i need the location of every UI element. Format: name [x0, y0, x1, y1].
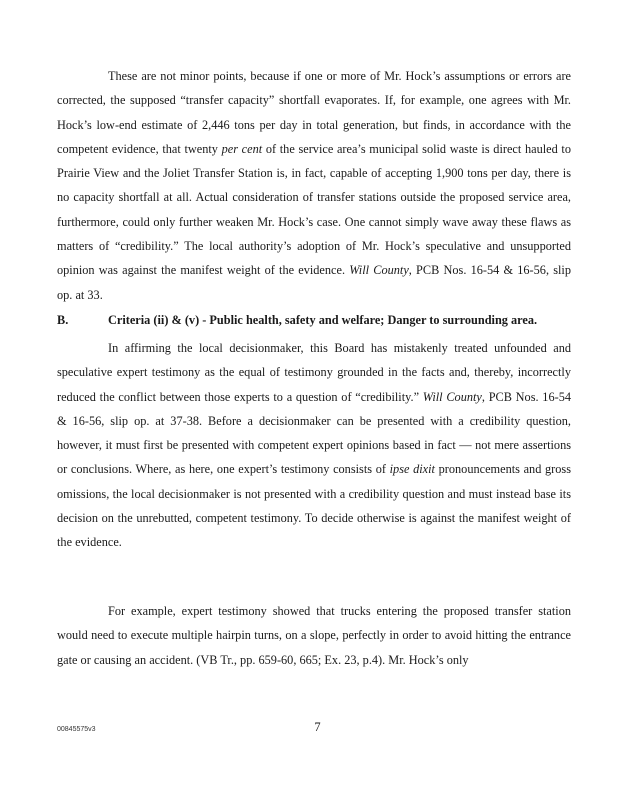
paragraph-2-text-c: pronouncements and gross omissions, the local decisionmaker is not presented with a credibility question and must instead base its decision on the unrebutted, competent testimony. To decide otherwise is against the manifest weight of the evidence. [57, 462, 571, 550]
paragraph-expert-testimony [57, 336, 571, 555]
paragraph-2-text-b: , PCB Nos. 16-54 & 16-56, slip op. at 37-38. Before a decisionmaker can be presented with a credibility question, however, it must first be presented with competent expert opinions based in fact — not mere assertions or conclusions. Where, as here, one expert’s testimony consists of [57, 389, 571, 477]
page-number: 7 [314, 720, 321, 734]
paragraph-3-text: For example, expert testimony showed that trucks entering the proposed transfer station would need to execute multiple hairpin turns, on a slope, perfectly in order to avoid hitting the entrance gate or causing an accident. (VB Tr., pp. 659-60, 665; Ex. 23, p.4). Mr. Hock’s only [57, 604, 571, 667]
paragraph-capacity-shortfall [57, 64, 571, 307]
document-id: 00845575v3 [57, 726, 96, 733]
paragraph-2-text-a: In affirming the local decisionmaker, this Board has mistakenly treated unfounded and speculative expert testimony as the equal of testimony grounded in the facts and, thereby, incorrectly reduced the conflict between those experts to a question of “credibility.” [57, 341, 571, 404]
paragraph-1-citation-rest: , PCB Nos. 16-54 & 16-56, slip op. at 33. [57, 263, 571, 302]
paragraph-1-citation-case: Will County [349, 263, 409, 278]
paragraph-1-text-b: of the service area’s municipal solid waste is direct hauled to Prairie View and the Joliet Transfer Station is, in fact, capable of accepting 1,900 tons per day, there is no capacity shortfall at all. Actual consideration of transfer stations outside the proposed service area, furthermore, could only further weaken Mr. Hock’s case. One cannot simply wave away these flaws as matters of “credibility.” The local authority’s adoption of Mr. Hock’s speculative and unsupported opinion was against the manifest weight of the evidence. [57, 141, 571, 278]
paragraph-1-italic-per-cent: per cent [221, 141, 263, 156]
paragraph-1-text-a: These are not minor points, because if one or more of Mr. Hock’s assumptions or errors are corrected, the supposed “transfer capacity” shortfall evaporates. If, for example, one agrees with Mr. Hock’s low-end estimate of 2,446 tons per day in total generation, but finds, in accordance with the competent evidence, that twenty [57, 69, 571, 156]
section-title: Criteria (ii) & (v) - Public health, safety and welfare; Danger to surrounding area. [108, 313, 538, 327]
paragraph-2-citation-case: Will County [422, 389, 482, 404]
section-heading-b [57, 310, 587, 330]
paragraph-truck-example [57, 599, 571, 672]
paragraph-2-italic-ipse-dixit: ipse dixit [389, 462, 435, 477]
section-letter: B. [57, 313, 69, 327]
